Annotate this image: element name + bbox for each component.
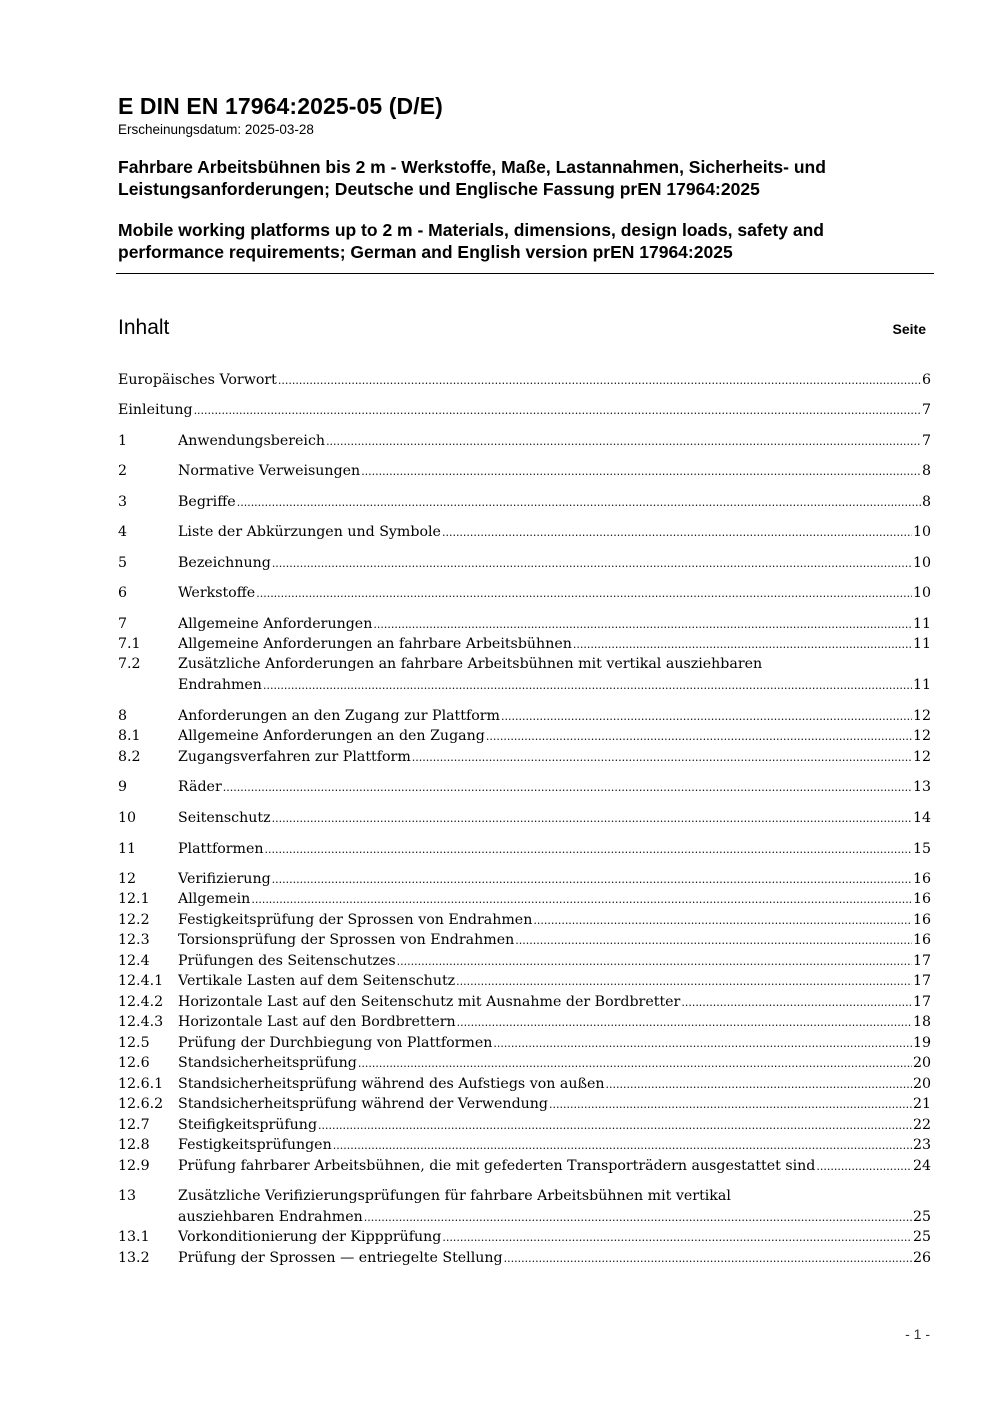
- toc-entry-page: 12: [912, 708, 931, 724]
- toc-entry-label-line-1: Zusätzliche Verifizierungsprüfungen für fahrbare Arbeitsbühnen mit vertikal: [178, 1188, 731, 1204]
- toc-entry-page: 7: [921, 402, 931, 418]
- toc-entry-label-line-1: Zusätzliche Anforderungen an fahrbare Arbeitsbühnen mit vertikal ausziehbaren: [178, 656, 763, 672]
- toc-entry-page: 8: [921, 463, 931, 479]
- toc-entry[interactable]: [118, 1076, 931, 1096]
- toc-entry-body: [178, 616, 931, 632]
- toc-entry-page: 10: [912, 585, 931, 601]
- toc-dot-leader: [263, 677, 912, 693]
- toc-entry[interactable]: [118, 841, 931, 861]
- toc-entry-label: ausziehbaren Endrahmen: [178, 1209, 363, 1225]
- toc-entry-body: [178, 932, 931, 948]
- toc-entry-number: 12.4.3: [118, 1014, 164, 1030]
- toc-dot-leader: [278, 372, 921, 388]
- toc-entry-label: Verifizierung: [178, 871, 271, 887]
- toc-entry[interactable]: [118, 912, 931, 932]
- toc-dot-leader: [606, 1076, 912, 1092]
- toc-dot-leader: [486, 728, 912, 744]
- toc-entry-body: [178, 891, 931, 907]
- toc-entry-body: [178, 1137, 931, 1153]
- toc-entry-number: 13.1: [118, 1229, 150, 1245]
- toc-entry-number: 12.4: [118, 953, 150, 969]
- toc-entry[interactable]: [118, 372, 931, 392]
- toc-dot-leader: [272, 555, 912, 571]
- toc-entry-body: [178, 728, 931, 744]
- toc-entry-body: [118, 372, 931, 388]
- toc-entry-label: Einleitung: [118, 402, 193, 418]
- toc-entry-page: 11: [912, 677, 931, 693]
- toc-entry-page: 18: [912, 1014, 931, 1030]
- toc-entry-label: Werkstoffe: [178, 585, 256, 601]
- toc-entry-label: Liste der Abkürzungen und Symbole: [178, 524, 441, 540]
- toc-entry-page: 20: [912, 1055, 931, 1071]
- toc-entry-label: Normative Verweisungen: [178, 463, 361, 479]
- toc-dot-leader: [194, 402, 921, 418]
- toc-dot-leader: [493, 1035, 912, 1051]
- toc-entry-page: 17: [912, 953, 931, 969]
- toc-entry-label: Horizontale Last auf den Bordbrettern: [178, 1014, 456, 1030]
- toc-entry-label: Anforderungen an den Zugang zur Plattform: [178, 708, 500, 724]
- toc-entry-number: 9: [118, 779, 128, 795]
- toc-entry-number: 4: [118, 524, 128, 540]
- toc-dot-leader: [412, 749, 912, 765]
- toc-entry-number: 11: [118, 841, 137, 857]
- toc-entry-number: 1: [118, 433, 128, 449]
- toc-entry[interactable]: [118, 708, 931, 728]
- toc-entry-label: Festigkeitsprüfungen: [178, 1137, 332, 1153]
- toc-entry-label: Räder: [178, 779, 222, 795]
- toc-page-column-label: Seite: [892, 321, 926, 337]
- page-number: - 1 -: [905, 1326, 930, 1342]
- toc-dot-leader: [549, 1096, 912, 1112]
- toc-entry-page: 16: [912, 912, 931, 928]
- toc-entry-body: [178, 779, 931, 795]
- toc-entry[interactable]: [118, 1250, 931, 1270]
- toc-entry-label: Prüfungen des Seitenschutzes: [178, 953, 396, 969]
- toc-entry[interactable]: [118, 1209, 931, 1229]
- toc-entry[interactable]: [118, 779, 931, 799]
- toc-entry-number: 12.6.1: [118, 1076, 164, 1092]
- toc-entry-label: Vertikale Lasten auf dem Seitenschutz: [178, 973, 456, 989]
- toc-entry-body: [178, 677, 931, 693]
- toc-entry-label: Allgemeine Anforderungen: [178, 616, 373, 632]
- toc-entry-number: 12: [118, 871, 137, 887]
- toc-entry-body: [178, 555, 931, 571]
- toc-entry-page: 17: [912, 994, 931, 1010]
- toc-entry-body: [178, 841, 931, 857]
- toc-entry-page: 11: [912, 616, 931, 632]
- toc-entry-page: 19: [912, 1035, 931, 1051]
- toc-dot-leader: [442, 524, 912, 540]
- toc-entry-page: 25: [912, 1209, 931, 1225]
- toc-dot-leader: [816, 1158, 912, 1174]
- toc-dot-leader: [515, 932, 912, 948]
- toc-entry-number: 12.7: [118, 1117, 150, 1133]
- toc-dot-leader: [326, 433, 921, 449]
- toc-entry-page: 13: [912, 779, 931, 795]
- toc-entry-body: [178, 494, 931, 510]
- toc-entry-number: 12.4.2: [118, 994, 164, 1010]
- toc-entry-label: Plattformen: [178, 841, 264, 857]
- toc-entry[interactable]: [118, 1014, 931, 1034]
- toc-entry-number: 12.8: [118, 1137, 150, 1153]
- toc-entry-body: [178, 1096, 931, 1112]
- toc-entry-number: 12.6: [118, 1055, 150, 1071]
- toc-entry-number: 12.6.2: [118, 1096, 164, 1112]
- title-german-line-1: Fahrbare Arbeitsbühnen bis 2 m - Werkstoffe, Maße, Lastannahmen, Sicherheits- und: [118, 157, 826, 177]
- toc-entry-body: [178, 1035, 931, 1051]
- toc-heading: Inhalt: [118, 316, 170, 339]
- toc-dot-leader: [681, 994, 912, 1010]
- toc-entry-label: Vorkonditionierung der Kippprüfung: [178, 1229, 442, 1245]
- toc-entry-label: Prüfung der Sprossen — entriegelte Stellung: [178, 1250, 503, 1266]
- toc-entry-page: 10: [912, 555, 931, 571]
- toc-entry-number: 5: [118, 555, 128, 571]
- toc-entry-number: 7.1: [118, 636, 141, 652]
- toc-entry[interactable]: [118, 1096, 931, 1116]
- toc-entry-number: 7: [118, 616, 128, 632]
- toc-entry-page: 15: [912, 841, 931, 857]
- toc-entry-number: 8.2: [118, 749, 141, 765]
- toc-entry[interactable]: [118, 1117, 931, 1137]
- title-german-line-2: Leistungsanforderungen; Deutsche und Englische Fassung prEN 17964:2025: [118, 179, 760, 199]
- toc-entry[interactable]: [118, 810, 931, 830]
- toc-entry-number: 8: [118, 708, 128, 724]
- toc-entry-body: [178, 1250, 931, 1266]
- toc-entry-body: [178, 1158, 931, 1174]
- toc-entry[interactable]: [118, 994, 931, 1014]
- toc-entry-page: 10: [912, 524, 931, 540]
- toc-entry-number: 12.9: [118, 1158, 150, 1174]
- toc-entry-body: [178, 871, 931, 887]
- toc-entry-page: 14: [912, 810, 931, 826]
- toc-entry-body: [178, 636, 931, 652]
- toc-entry-number: 10: [118, 810, 137, 826]
- toc-entry-body: [178, 1229, 931, 1245]
- toc-entry-label: Endrahmen: [178, 677, 262, 693]
- toc-entry-label: Begriffe: [178, 494, 236, 510]
- toc-dot-leader: [364, 1209, 912, 1225]
- toc-entry-body: [178, 953, 931, 969]
- toc-entry-label: Horizontale Last auf den Seitenschutz mit Ausnahme der Bordbretter: [178, 994, 681, 1010]
- toc-entry[interactable]: [118, 677, 931, 697]
- toc-entry[interactable]: [118, 585, 931, 605]
- toc-entry-body: [178, 708, 931, 724]
- toc-dot-leader: [318, 1117, 912, 1133]
- toc-entry-label: Allgemeine Anforderungen an fahrbare Arbeitsbühnen: [178, 636, 572, 652]
- toc-entry-label: Anwendungsbereich: [178, 433, 326, 449]
- toc-entry-page: 25: [912, 1229, 931, 1245]
- toc-entry-body: [178, 433, 931, 449]
- toc-entry-body: [178, 810, 931, 826]
- toc-entry[interactable]: [118, 891, 931, 911]
- toc-dot-leader: [397, 953, 912, 969]
- toc-entry-label: Torsionsprüfung der Sprossen von Endrahmen: [178, 932, 515, 948]
- toc-dot-leader: [358, 1055, 912, 1071]
- title-german: [118, 156, 934, 200]
- document-header: [118, 92, 934, 263]
- toc-entry[interactable]: [118, 749, 931, 769]
- header-divider: [116, 273, 934, 274]
- toc-dot-leader: [265, 841, 912, 857]
- toc-dot-leader: [573, 636, 912, 652]
- toc-entry-page: 11: [912, 636, 931, 652]
- toc-entry-page: 20: [912, 1076, 931, 1092]
- toc-entry-page: 17: [912, 973, 931, 989]
- toc-entry-label: Allgemeine Anforderungen an den Zugang: [178, 728, 485, 744]
- toc-entry-number: 7.2: [118, 656, 141, 672]
- toc-entry[interactable]: [118, 953, 931, 973]
- toc-entry-body: [178, 1076, 931, 1092]
- toc-entry-page: 24: [912, 1158, 931, 1174]
- toc-entry-body: [178, 1117, 931, 1133]
- title-english-line-1: Mobile working platforms up to 2 m - Materials, dimensions, design loads, safety and: [118, 220, 824, 240]
- toc-entry-label: Standsicherheitsprüfung während des Aufstiegs von außen: [178, 1076, 605, 1092]
- toc-entry-body: [178, 912, 931, 928]
- toc-entry-page: 16: [912, 871, 931, 887]
- toc-entry-label: Standsicherheitsprüfung während der Verwendung: [178, 1096, 549, 1112]
- toc-entry-page: 21: [912, 1096, 931, 1112]
- toc-entry[interactable]: [118, 433, 931, 453]
- toc-entry-page: 22: [912, 1117, 931, 1133]
- toc-entry-page: 12: [912, 749, 931, 765]
- toc-entry-label: Europäisches Vorwort: [118, 372, 277, 388]
- toc-entry[interactable]: [118, 402, 931, 422]
- toc-entry[interactable]: [118, 1137, 931, 1157]
- toc-entry-label: Prüfung fahrbarer Arbeitsbühnen, die mit gefederten Transporträdern ausgestattet sind: [178, 1158, 816, 1174]
- toc-entry-number: 6: [118, 585, 128, 601]
- toc-entry[interactable]: [118, 1229, 931, 1249]
- toc-entry-body: [178, 1055, 931, 1071]
- title-english: [118, 219, 934, 263]
- toc-dot-leader: [442, 1229, 912, 1245]
- toc-entry-page: 16: [912, 891, 931, 907]
- toc-entry-label: Standsicherheitsprüfung: [178, 1055, 357, 1071]
- toc-entry-body: [178, 463, 931, 479]
- toc-entry-label: Seitenschutz: [178, 810, 271, 826]
- toc-entry-number: 3: [118, 494, 128, 510]
- toc-entry-number: 13.2: [118, 1250, 150, 1266]
- toc-entry-number: 8.1: [118, 728, 141, 744]
- toc-entry-page: 7: [921, 433, 931, 449]
- toc-entry-label: Zugangsverfahren zur Plattform: [178, 749, 411, 765]
- toc-entry-body: [118, 402, 931, 418]
- toc-entry-body: [178, 994, 931, 1010]
- toc-entry-number: 12.3: [118, 932, 150, 948]
- toc-entry-label: Allgemein: [178, 891, 251, 907]
- toc-entry[interactable]: [118, 524, 931, 544]
- toc-entry[interactable]: [118, 932, 931, 952]
- toc-entry[interactable]: [118, 494, 931, 514]
- toc-entry-number: 12.2: [118, 912, 150, 928]
- toc-entry-page: 6: [921, 372, 931, 388]
- toc-entry[interactable]: [118, 555, 931, 575]
- toc-entry[interactable]: [118, 1055, 931, 1075]
- toc-entry[interactable]: [118, 871, 931, 891]
- title-english-line-2: performance requirements; German and English version prEN 17964:2025: [118, 242, 733, 262]
- toc-entry[interactable]: [118, 463, 931, 483]
- toc-dot-leader: [272, 871, 912, 887]
- toc-entry-body: [178, 973, 931, 989]
- toc-entry-number: 12.4.1: [118, 973, 164, 989]
- toc-dot-leader: [504, 1250, 912, 1266]
- toc-entry[interactable]: [118, 636, 931, 656]
- toc-dot-leader: [272, 810, 912, 826]
- toc-entry-number: 13: [118, 1188, 137, 1204]
- toc-entry-label: Festigkeitsprüfung der Sprossen von Endrahmen: [178, 912, 533, 928]
- toc-dot-leader: [533, 912, 912, 928]
- toc-entry[interactable]: [118, 616, 931, 636]
- toc-dot-leader: [251, 891, 912, 907]
- toc-entry-label: Steifigkeitsprüfung: [178, 1117, 318, 1133]
- toc-entry-label: Prüfung der Durchbiegung von Plattformen: [178, 1035, 493, 1051]
- toc-entry-page: 8: [921, 494, 931, 510]
- toc-dot-leader: [223, 779, 912, 795]
- toc-entry[interactable]: [118, 973, 931, 993]
- toc-dot-leader: [456, 973, 912, 989]
- toc-entry-page: 23: [912, 1137, 931, 1153]
- toc-entry-page: 26: [912, 1250, 931, 1266]
- toc-entry-body: [178, 524, 931, 540]
- toc-entry-page: 16: [912, 932, 931, 948]
- toc-entry-body: [178, 1209, 931, 1225]
- toc-dot-leader: [501, 708, 912, 724]
- document-id: E DIN EN 17964:2025-05 (D/E): [118, 93, 443, 119]
- toc-entry-number: 12.5: [118, 1035, 150, 1051]
- toc-dot-leader: [333, 1137, 912, 1153]
- toc-entry-body: [178, 1014, 931, 1030]
- toc-header: [118, 314, 926, 342]
- publication-date: Erscheinungsdatum: 2025-03-28: [118, 122, 314, 137]
- toc-dot-leader: [373, 616, 912, 632]
- toc-entry[interactable]: [118, 1035, 931, 1055]
- toc-entry-body: [178, 585, 931, 601]
- toc-dot-leader: [237, 494, 921, 510]
- toc-dot-leader: [256, 585, 912, 601]
- toc-entry-body: [178, 749, 931, 765]
- toc-entry-number: 12.1: [118, 891, 150, 907]
- toc-entry-page: 12: [912, 728, 931, 744]
- toc-dot-leader: [361, 463, 921, 479]
- toc-dot-leader: [457, 1014, 912, 1030]
- toc-entry-label: Bezeichnung: [178, 555, 271, 571]
- toc-entry[interactable]: [118, 728, 931, 748]
- toc-entry[interactable]: [118, 1158, 931, 1178]
- toc-entry-number: 2: [118, 463, 128, 479]
